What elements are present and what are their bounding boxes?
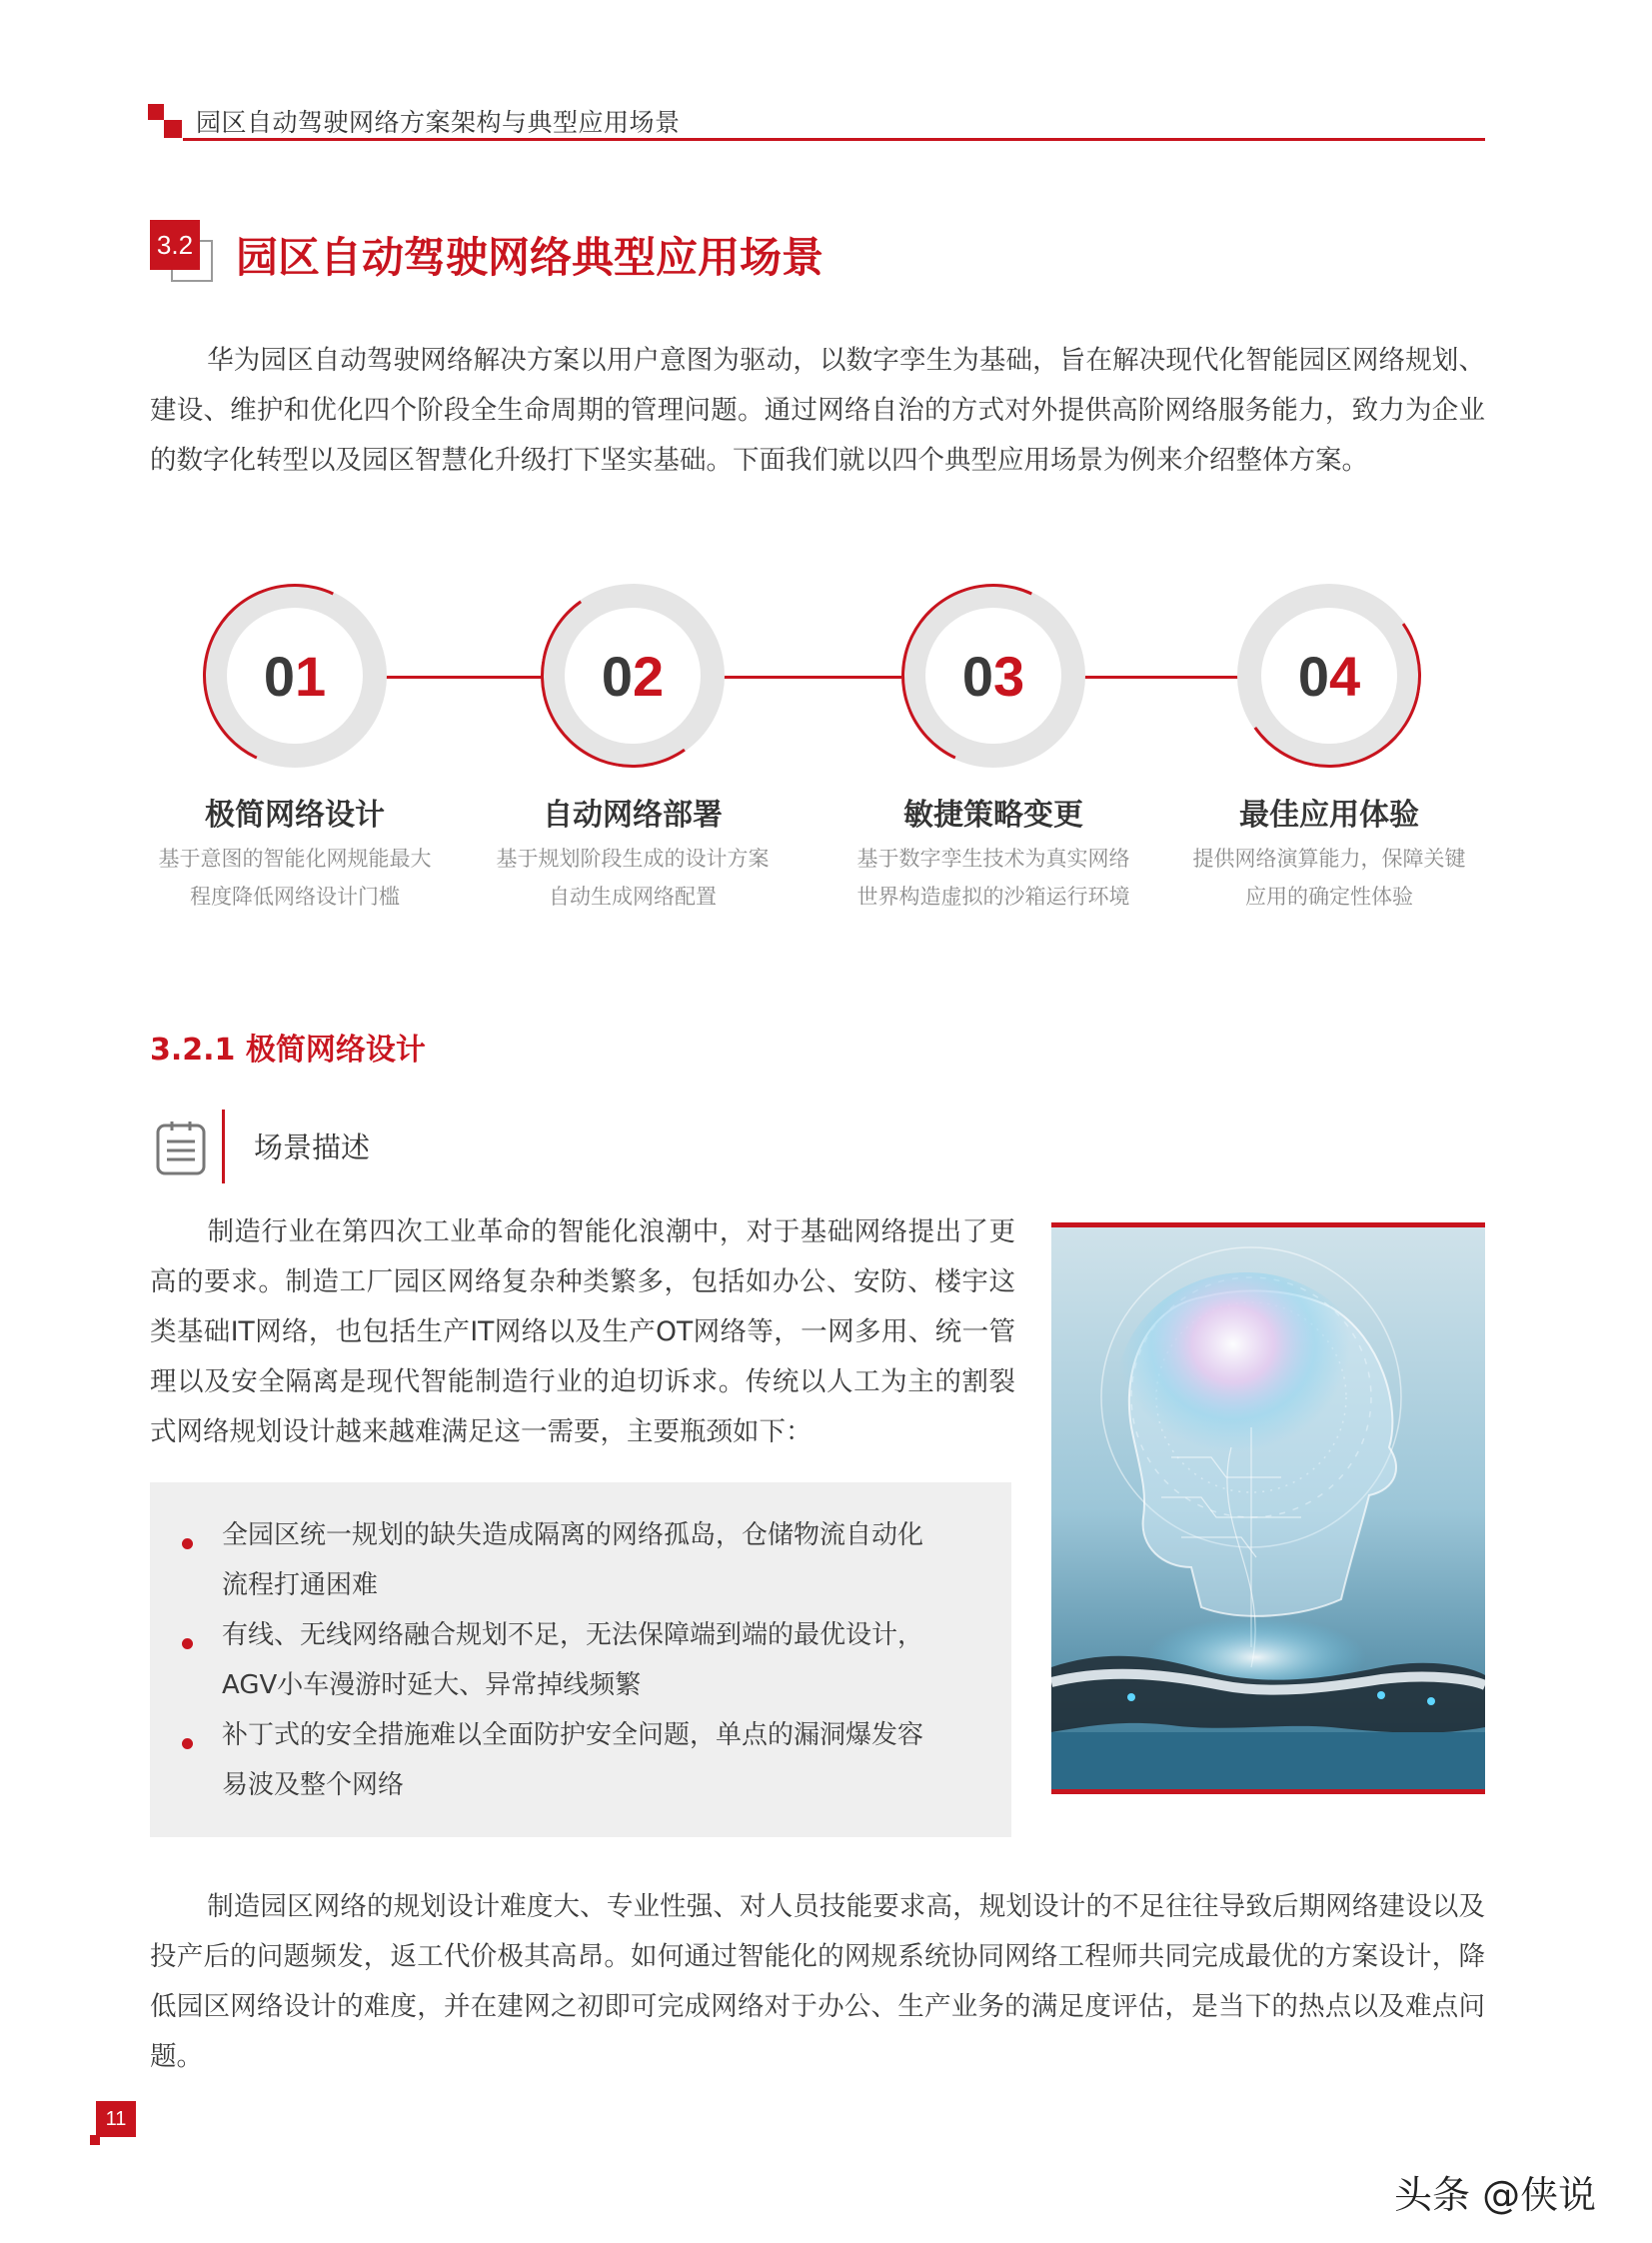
feature-title-4: 最佳应用体验 <box>1239 798 1419 833</box>
bullet-dot-1 <box>182 1538 193 1549</box>
scene-text: 制造行业在第四次工业革命的智能化浪潮中，对于基础网络提出了更高的要求。制造工厂园区网络复杂种类繁多，包括如办公、安防、楼宇这类基础IT网络，也包括生产IT网络以及生产OT网络等，一网多用、统一管理以及安全隔离是现代智能制造行业的迫切诉求。传统以人工为主的割裂式网络规划设计越来越难满足这一需要，主要瓶颈如下： <box>150 1216 1015 1447</box>
header-rule <box>183 138 1485 141</box>
subsection-title: 3.2.1 极简网络设计 <box>150 1033 426 1068</box>
feature-title-2: 自动网络部署 <box>543 798 723 833</box>
bottleneck-box <box>150 1482 1011 1837</box>
feature-title-1: 极简网络设计 <box>205 798 385 833</box>
section-number-badge: 3.2 <box>150 220 200 270</box>
feature-title-3: 敏捷策略变更 <box>903 798 1083 833</box>
design-difficulty-text: 制造园区网络的规划设计难度大、专业性强、对人员技能要求高，规划设计的不足往往导致后期网络建设以及投产后的问题频发，返工代价极其高昂。如何通过智能化的网规系统协同网络工程师共同完成最优的方案设计，降低园区网络设计的难度，并在建网之初即可完成网络对于办公、生产业务的满足度评估，是当下的热点以及难点问题。 <box>150 1891 1485 2072</box>
step-circle-2 <box>565 608 701 744</box>
feature-desc-4: 提供网络演算能力，保障关键 应用的确定性体验 <box>1192 847 1466 909</box>
bullet-dot-3 <box>182 1738 193 1749</box>
page-number-mark <box>90 2135 100 2145</box>
step-number-4: 04 <box>1297 644 1361 708</box>
intro-text: 华为园区自动驾驶网络解决方案以用户意图为驱动，以数字孪生为基础，旨在解决现代化智能园区网络规划、建设、维护和优化四个阶段全生命周期的管理问题。通过网络自治的方式对外提供高阶网络服务能力，致力为企业的数字化转型以及园区智慧化升级打下坚实基础。下面我们就以四个典型应用场景为例来介绍整体方案。 <box>150 345 1485 476</box>
header-logo-square <box>148 104 164 120</box>
scene-paragraph <box>150 1207 1015 1457</box>
feature-desc-2: 基于规划阶段生成的设计方案 自动生成网络配置 <box>496 847 770 909</box>
bullet-item-2: 有线、无线网络融合规划不足，无法保障端到端的最优设计， AGV小车漫游时延大、异常掉线频繁 <box>222 1620 924 1700</box>
ai-head-image <box>1051 1227 1485 1789</box>
running-header: 园区自动驾驶网络方案架构与典型应用场景 <box>196 108 681 137</box>
watermark: 头条 @侠说 <box>1394 2173 1597 2217</box>
scene-label: 场景描述 <box>254 1130 371 1164</box>
step-circle-1 <box>227 608 363 744</box>
step-number-1: 01 <box>263 644 327 708</box>
section-title: 园区自动驾驶网络典型应用场景 <box>236 233 825 282</box>
intro-paragraph <box>150 336 1485 486</box>
feature-desc-1: 基于意图的智能化网规能最大 程度降低网络设计门槛 <box>158 847 432 909</box>
ai-head-illustration <box>1051 1222 1485 1794</box>
step-circle-3 <box>925 608 1061 744</box>
page-number: 11 <box>96 2101 136 2137</box>
header-logo-square-2 <box>164 120 182 138</box>
document-list-icon <box>156 1120 206 1175</box>
step-circle-4 <box>1261 608 1397 744</box>
steps-connector-line <box>330 676 1329 679</box>
feature-desc-3: 基于数字孪生技术为真实网络 世界构造虚拟的沙箱运行环境 <box>856 847 1130 909</box>
bullet-dot-2 <box>182 1638 193 1649</box>
bullet-item-3: 补丁式的安全措施难以全面防护安全问题，单点的漏洞爆发容 易波及整个网络 <box>222 1720 924 1800</box>
design-difficulty-paragraph <box>150 1882 1485 2082</box>
bullet-item-1: 全园区统一规划的缺失造成隔离的网络孤岛，仓储物流自动化 流程打通困难 <box>222 1520 924 1600</box>
step-number-2: 02 <box>601 644 665 708</box>
scene-label-divider <box>222 1110 225 1183</box>
step-number-3: 03 <box>961 644 1025 708</box>
